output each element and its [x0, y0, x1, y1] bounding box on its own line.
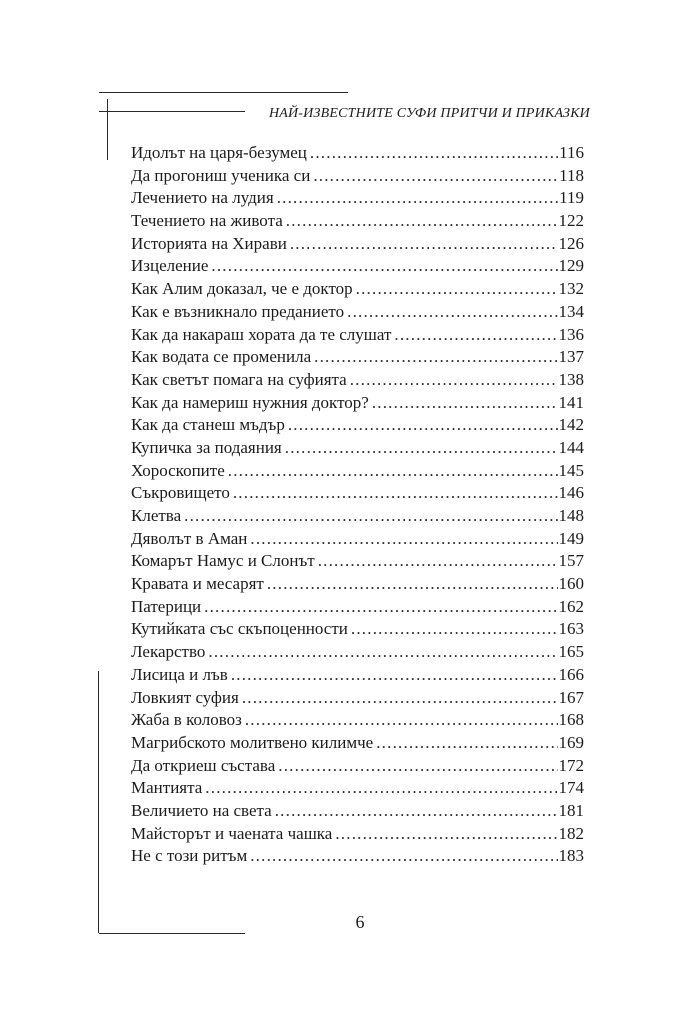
- toc-entry-page: 172: [558, 755, 584, 775]
- toc-entry-title: Майсторът и чаената чашка: [131, 823, 333, 843]
- toc-entry-page: 144: [558, 437, 584, 457]
- toc-entry-title: Да откриеш състава: [131, 755, 276, 775]
- toc-entry: [131, 165, 584, 188]
- toc-leader-dots: [376, 732, 557, 755]
- toc-entry-page: 168: [558, 710, 584, 730]
- toc-entry-page: 122: [558, 211, 584, 231]
- toc-leader-dots: [285, 437, 558, 460]
- toc-entry: [131, 823, 584, 846]
- toc-entry: [131, 278, 584, 301]
- toc-leader-dots: [275, 800, 558, 823]
- toc-entry-page: 181: [558, 800, 584, 820]
- toc-entry-page: 160: [558, 574, 584, 594]
- toc-entry-page: 165: [558, 642, 584, 662]
- toc-entry-page: 167: [558, 687, 584, 707]
- toc-entry-page: 174: [558, 778, 584, 798]
- toc-entry-title: Ловкият суфия: [131, 687, 239, 707]
- toc-entry-title: Патерици: [131, 596, 202, 616]
- toc-entry-title: Кравата и месарят: [131, 574, 264, 594]
- toc-entry-page: 132: [558, 279, 584, 299]
- toc-entry-title: Как е възникнало преданието: [131, 301, 345, 321]
- toc-entry-page: 136: [558, 324, 584, 344]
- toc-entry-page: 146: [558, 483, 584, 503]
- toc-entry-title: Лечението на лудия: [131, 188, 274, 208]
- toc-entry: [131, 324, 584, 347]
- toc-entry: [131, 596, 584, 619]
- toc-leader-dots: [242, 687, 558, 710]
- toc-leader-dots: [245, 709, 558, 732]
- toc-entry: [131, 528, 584, 551]
- toc-entry-title: Историята на Хирави: [131, 233, 287, 253]
- bottom-decorative-rule: [99, 933, 245, 934]
- header-decorative-rule: [99, 111, 245, 112]
- toc-leader-dots: [184, 505, 557, 528]
- toc-leader-dots: [350, 369, 558, 392]
- toc-entry-title: Лекарство: [131, 642, 206, 662]
- toc-entry: [131, 505, 584, 528]
- toc-leader-dots: [286, 210, 558, 233]
- toc-leader-dots: [278, 755, 557, 778]
- toc-entry-title: Комарът Намус и Слонът: [131, 551, 315, 571]
- toc-entry-page: 163: [558, 619, 584, 639]
- toc-entry: [131, 573, 584, 596]
- toc-entry-title: Как водата се променила: [131, 347, 312, 367]
- toc-leader-dots: [250, 845, 557, 868]
- toc-entry-page: 138: [558, 369, 584, 389]
- toc-entry-title: Хороскопите: [131, 460, 225, 480]
- toc-leader-dots: [205, 777, 557, 800]
- toc-entry: [131, 755, 584, 778]
- toc-entry-title: Не с този ритъм: [131, 846, 248, 866]
- toc-entry: [131, 800, 584, 823]
- toc-entry-page: 157: [558, 551, 584, 571]
- toc-leader-dots: [277, 187, 558, 210]
- toc-entry-title: Изцеление: [131, 256, 209, 276]
- toc-leader-dots: [204, 596, 557, 619]
- toc-leader-dots: [233, 482, 558, 505]
- toc-entry: [131, 460, 584, 483]
- toc-entry-page: 137: [558, 347, 584, 367]
- toc-entry: [131, 392, 584, 415]
- toc-leader-dots: [318, 550, 558, 573]
- toc-entry-title: Течението на живота: [131, 211, 283, 231]
- toc-entry-page: 169: [558, 732, 584, 752]
- toc-entry-page: 126: [558, 233, 584, 253]
- toc-entry: [131, 618, 584, 641]
- toc-leader-dots: [288, 414, 558, 437]
- top-decorative-rule: [99, 92, 348, 93]
- toc-entry: [131, 641, 584, 664]
- toc-entry-title: Купичка за подаяния: [131, 437, 282, 457]
- toc-entry: [131, 777, 584, 800]
- toc-entry-page: 149: [558, 528, 584, 548]
- toc-entry-title: Магрибското молитвено килимче: [131, 732, 374, 752]
- toc-entry-page: 141: [558, 392, 584, 412]
- toc-entry-title: Лисица и лъв: [131, 664, 228, 684]
- toc-entry: [131, 255, 584, 278]
- toc-entry-title: Величието на света: [131, 800, 272, 820]
- toc-entry-page: 118: [559, 165, 584, 185]
- toc-entry-page: 129: [558, 256, 584, 276]
- toc-entry-page: 183: [558, 846, 584, 866]
- toc-entry-page: 119: [559, 188, 584, 208]
- toc-leader-dots: [356, 278, 558, 301]
- toc-entry-title: Как светът помага на суфията: [131, 369, 347, 389]
- toc-entry-title: Дяволът в Аман: [131, 528, 248, 548]
- toc-entry: [131, 550, 584, 573]
- running-header: НАЙ-ИЗВЕСТНИТЕ СУФИ ПРИТЧИ И ПРИКАЗКИ: [268, 106, 590, 121]
- bottom-vertical-rule: [98, 671, 99, 933]
- toc-entry: [131, 664, 584, 687]
- toc-entry: [131, 845, 584, 868]
- toc-entry-title: Мантията: [131, 778, 203, 798]
- toc-entry: [131, 142, 584, 165]
- toc-entry-title: Как да станеш мъдър: [131, 415, 285, 435]
- toc-leader-dots: [313, 165, 558, 188]
- toc-entry-page: 162: [558, 596, 584, 616]
- toc-entry-page: 148: [558, 506, 584, 525]
- toc-entry: [131, 369, 584, 392]
- toc-leader-dots: [208, 641, 557, 664]
- toc-entry-title: Жаба в коловоз: [131, 710, 242, 730]
- toc-leader-dots: [314, 346, 557, 369]
- toc-leader-dots: [351, 618, 558, 641]
- toc-entry: [131, 233, 584, 256]
- table-of-contents: [131, 142, 584, 868]
- toc-entry-title: Кутийката със скъпоценности: [131, 619, 348, 639]
- toc-leader-dots: [228, 460, 558, 483]
- toc-entry-page: 116: [559, 143, 584, 162]
- toc-entry: [131, 187, 584, 210]
- toc-entry-page: 145: [558, 460, 584, 480]
- toc-leader-dots: [250, 528, 557, 551]
- toc-entry-title: Как да намериш нужния доктор?: [131, 392, 369, 412]
- top-vertical-rule: [107, 99, 108, 160]
- toc-leader-dots: [310, 142, 558, 165]
- toc-entry: [131, 437, 584, 460]
- toc-leader-dots: [347, 301, 557, 324]
- toc-entry-page: 134: [558, 301, 584, 321]
- toc-entry: [131, 482, 584, 505]
- toc-leader-dots: [372, 392, 558, 415]
- toc-entry-title: Клетва: [131, 506, 182, 525]
- page-number: 6: [355, 912, 365, 932]
- toc-leader-dots: [267, 573, 558, 596]
- toc-entry: [131, 210, 584, 233]
- toc-entry-page: 142: [558, 415, 584, 435]
- toc-entry-title: Да прогониш ученика си: [131, 165, 311, 185]
- toc-leader-dots: [290, 233, 558, 256]
- toc-entry: [131, 709, 584, 732]
- toc-entry-title: Как Алим доказал, че е доктор: [131, 279, 353, 299]
- toc-leader-dots: [394, 324, 557, 347]
- toc-entry: [131, 732, 584, 755]
- toc-entry: [131, 687, 584, 710]
- toc-entry-title: Как да накараш хората да те слушат: [131, 324, 392, 344]
- toc-entry: [131, 346, 584, 369]
- toc-entry-title: Идолът на царя-безумец: [131, 143, 307, 162]
- toc-leader-dots: [335, 823, 557, 846]
- toc-entry-title: Съкровището: [131, 483, 230, 503]
- toc-entry: [131, 414, 584, 437]
- toc-leader-dots: [211, 255, 557, 278]
- toc-entry: [131, 301, 584, 324]
- toc-entry-page: 166: [558, 664, 584, 684]
- toc-entry-page: 182: [558, 823, 584, 843]
- toc-leader-dots: [231, 664, 558, 687]
